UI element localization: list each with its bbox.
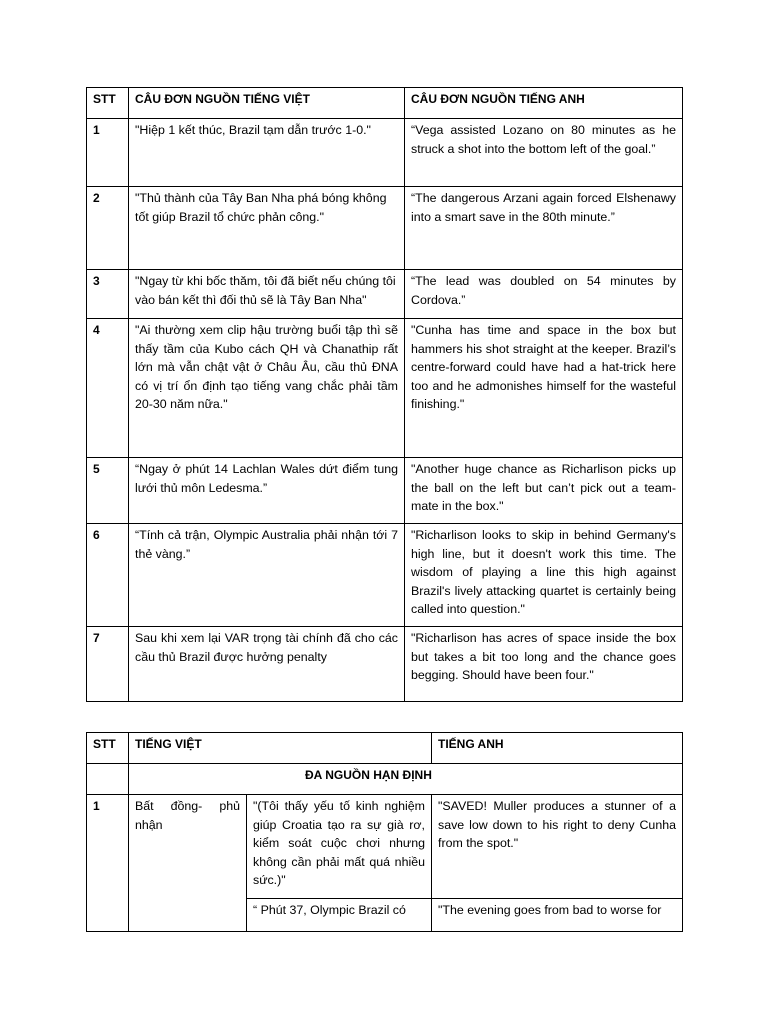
header-stt: STT [87, 733, 129, 764]
english-sentence: "Richarlison looks to skip in behind Germany's high line, but it doesn't work this time. The wisdom of playing a line this high against Brazil's lively attacking quartet is certainly being called into question." [405, 524, 683, 627]
row-number: 4 [87, 319, 129, 458]
vietnamese-sentence: “Tính cả trận, Olympic Australia phải nhận tới 7 thẻ vàng.” [129, 524, 405, 627]
table-header-row [87, 88, 683, 119]
english-sentence: "Richarlison has acres of space inside the box but takes a bit too long and the chance goes begging. Should have been four." [405, 627, 683, 702]
vietnamese-sentence: "Hiệp 1 kết thúc, Brazil tạm dẫn trước 1-0." [129, 119, 405, 187]
row-number: 5 [87, 458, 129, 524]
header-vietnamese: TIẾNG VIỆT [129, 733, 432, 764]
table-row [87, 187, 683, 270]
table-row [87, 119, 683, 187]
multi-source-table [86, 732, 683, 932]
row-number: 2 [87, 187, 129, 270]
table-row [87, 458, 683, 524]
english-sentence: “The dangerous Arzani again forced Elshenawy into a smart save in the 80th minute.” [405, 187, 683, 270]
vietnamese-sentence: "Ngay từ khi bốc thăm, tôi đã biết nếu chúng tôi vào bán kết thì đối thủ sẽ là Tây Ban Nha" [129, 270, 405, 319]
vietnamese-sentence: "Ai thường xem clip hậu trường buổi tập thì sẽ thấy tầm của Kubo cách QH và Chanathip rất lớn mà vẫn chật vật ở Châu Âu, cầu thủ ĐNA có vị trí ổn định tạo tiếng vang chắc phải tầm 20-30 năm nữa." [129, 319, 405, 458]
vietnamese-sentence: Sau khi xem lại VAR trọng tài chính đã cho các cầu thủ Brazil được hưởng penalty [129, 627, 405, 702]
row-number: 1 [87, 119, 129, 187]
row-number: 1 [87, 795, 129, 932]
row-number: 7 [87, 627, 129, 702]
english-sentence: "Another huge chance as Richarlison picks up the ball on the left but can’t pick out a team-mate in the box." [405, 458, 683, 524]
table-row [87, 524, 683, 627]
table-row [87, 627, 683, 702]
vietnamese-sentence: "Thủ thành của Tây Ban Nha phá bóng không tốt giúp Brazil tổ chức phản công." [129, 187, 405, 270]
vietnamese-sentence: “ Phút 37, Olympic Brazil có [247, 899, 432, 932]
row-number: 6 [87, 524, 129, 627]
section-heading-row [87, 764, 683, 795]
table-header-row [87, 733, 683, 764]
row-number: 3 [87, 270, 129, 319]
english-sentence: “The lead was doubled on 54 minutes by Cordova.” [405, 270, 683, 319]
header-english: TIẾNG ANH [432, 733, 683, 764]
table-row [87, 270, 683, 319]
section-heading: ĐA NGUỒN HẠN ĐỊNH [129, 764, 683, 795]
header-stt: STT [87, 88, 129, 119]
english-sentence: "The evening goes from bad to worse for [432, 899, 683, 932]
vietnamese-sentence: “Ngay ở phút 14 Lachlan Wales dứt điểm tung lưới thủ môn Ledesma.” [129, 458, 405, 524]
category-label: Bất đồng- phủ nhận [129, 795, 247, 932]
english-sentence: “Vega assisted Lozano on 80 minutes as he struck a shot into the bottom left of the goal.” [405, 119, 683, 187]
table-row [87, 319, 683, 458]
source-sentences-table [86, 87, 683, 702]
header-english: CÂU ĐƠN NGUỒN TIẾNG ANH [405, 88, 683, 119]
header-vietnamese: CÂU ĐƠN NGUỒN TIẾNG VIỆT [129, 88, 405, 119]
english-sentence: "SAVED! Muller produces a stunner of a save low down to his right to deny Cunha from the spot." [432, 795, 683, 899]
table-row [87, 795, 683, 899]
vietnamese-sentence: "(Tôi thấy yếu tố kinh nghiệm giúp Croatia tạo ra sự già rơ, kiểm soát cuộc chơi nhưng không cần phải mất quá nhiều sức.)" [247, 795, 432, 899]
english-sentence: "Cunha has time and space in the box but hammers his shot straight at the keeper. Brazil’s centre-forward could have had a hat-trick here too and he admonishes himself for the wasteful finishing." [405, 319, 683, 458]
